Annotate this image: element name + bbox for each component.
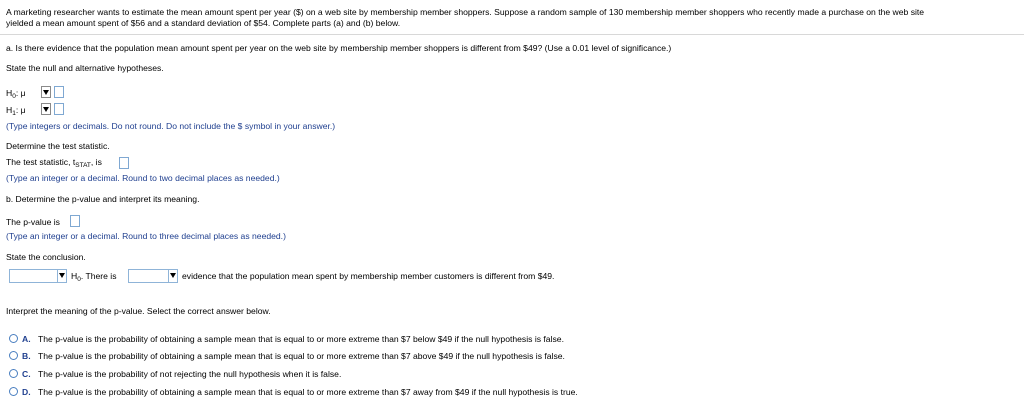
interpret-prompt: Interpret the meaning of the p-value. Select the correct answer below. [6,306,271,316]
h0-label: $H_0$: μ [6,88,26,100]
conclusion-decision-dropdown[interactable] [9,269,67,283]
conclusion-h0-text: $H_0$. There is [71,271,117,283]
h1-value-input[interactable] [54,103,64,115]
radio-b[interactable] [9,351,18,360]
hypotheses-hint: (Type integers or decimals. Do not round. Do not include the $ symbol in your answer.) [6,121,336,131]
p-value-input[interactable] [70,215,80,227]
option-letter: B. [22,351,31,361]
p-value-label: The p-value is [6,217,60,227]
part-a-question: a. Is there evidence that the population mean amount spent per year on the web site by membership member shoppers is different from $49? (Use a 0.01 level of significance.) [6,43,672,53]
conclusion-prompt: State the conclusion. [6,252,86,262]
option-letter: A. [22,334,31,344]
radio-d[interactable] [9,387,18,396]
option-text: The p-value is the probability of obtaining a sample mean that is equal to or more extreme than $7 above $49 if the null hypothesis is false. [38,351,565,361]
hypotheses-prompt: State the null and alternative hypotheses. [6,63,164,73]
radio-c[interactable] [9,369,18,378]
chevron-down-icon [59,273,65,278]
test-statistic-label: The test statistic, $t_{STAT}$, is [6,157,102,169]
chevron-down-icon [170,273,176,278]
h0-operator-dropdown[interactable] [41,86,51,98]
option-letter: C. [22,369,31,379]
radio-a[interactable] [9,334,18,343]
option-text: The p-value is the probability of obtaining a sample mean that is equal to or more extreme than $7 away from $49 if the null hypothesis is true. [38,387,578,397]
test-statistic-hint: (Type an integer or a decimal. Round to two decimal places as needed.) [6,173,280,183]
problem-intro-line2: yielded a mean amount spent of $56 and a standard deviation of $54. Complete parts (a) and (b) below. [6,18,401,28]
problem-intro-line1: A marketing researcher wants to estimate the mean amount spent per year ($) on a web site by membership member shoppers. Suppose a random sample of 130 membership member shoppers who recently made a purchase on the web site [6,7,925,17]
option-text: The p-value is the probability of not rejecting the null hypothesis when it is false. [38,369,342,379]
h1-operator-dropdown[interactable] [41,103,51,115]
test-statistic-input[interactable] [119,157,129,169]
test-statistic-prompt: Determine the test statistic. [6,141,110,151]
divider [0,34,1024,35]
part-b-question: b. Determine the p-value and interpret its meaning. [6,194,200,204]
chevron-down-icon [43,107,49,112]
conclusion-evidence-dropdown[interactable] [128,269,178,283]
chevron-down-icon [43,90,49,95]
h1-label: $H_1$: μ [6,105,26,117]
option-letter: D. [22,387,31,397]
p-value-hint: (Type an integer or a decimal. Round to three decimal places as needed.) [6,231,286,241]
conclusion-end-text: evidence that the population mean spent by membership member customers is different from $49. [182,271,555,281]
h0-value-input[interactable] [54,86,64,98]
option-text: The p-value is the probability of obtaining a sample mean that is equal to or more extreme than $7 below $49 if the null hypothesis is false. [38,334,564,344]
